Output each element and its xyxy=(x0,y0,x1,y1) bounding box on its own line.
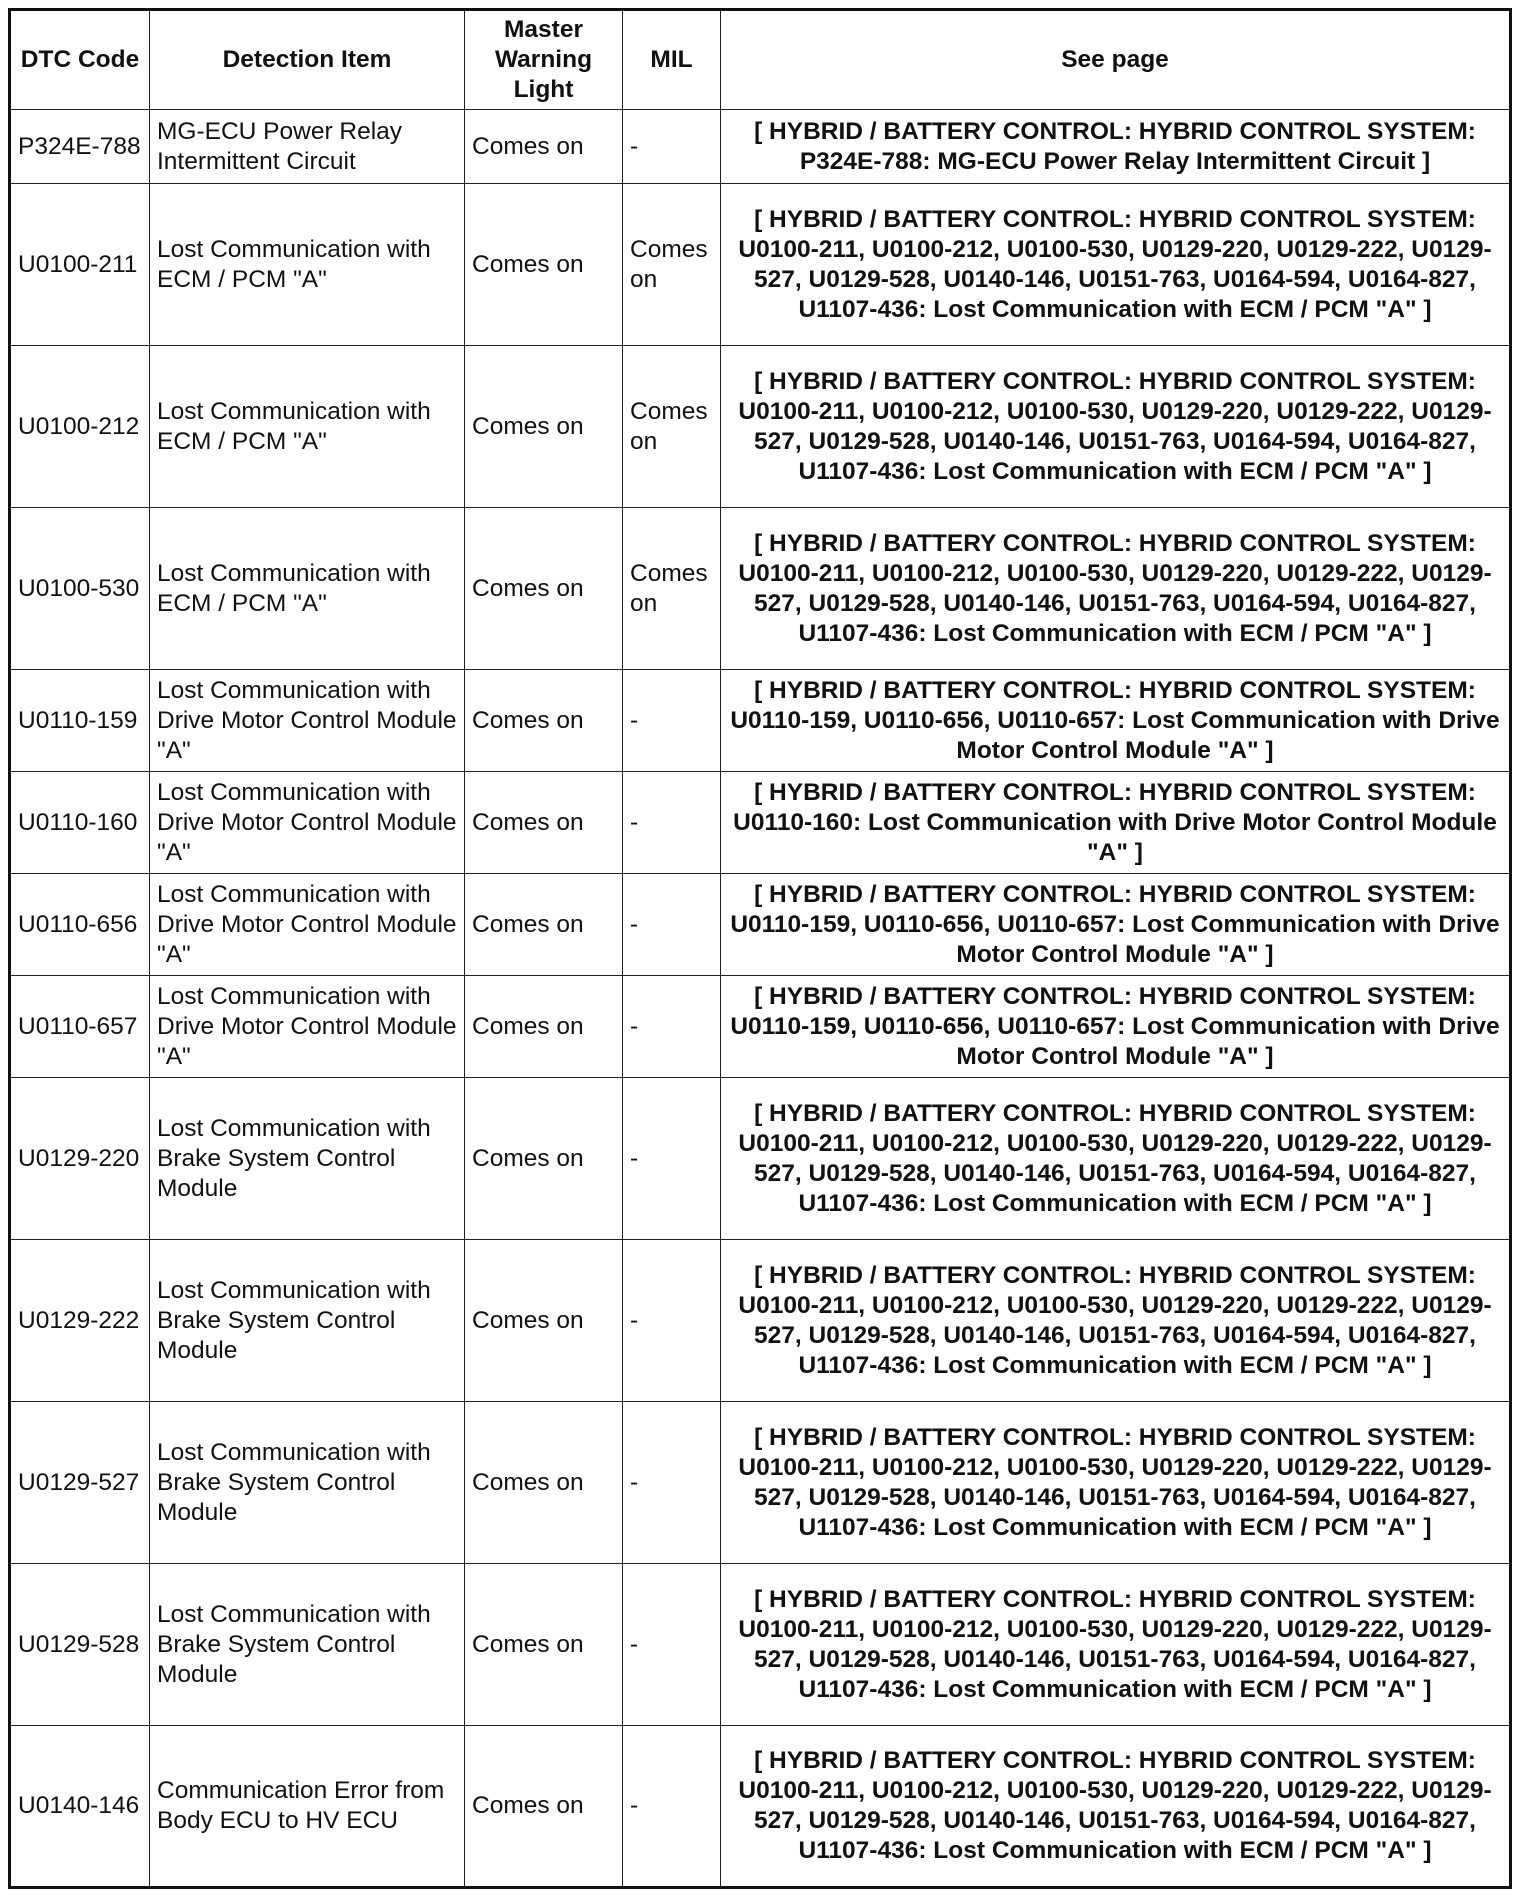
master-warning-light-cell: Comes on xyxy=(465,1726,623,1888)
dtc-code-cell: U0110-159 xyxy=(10,670,150,772)
mil-cell: - xyxy=(623,1726,721,1888)
dtc-code-cell: U0110-657 xyxy=(10,976,150,1078)
table-row xyxy=(10,772,1511,874)
mil-cell: - xyxy=(623,1564,721,1726)
see-page-cell: [ HYBRID / BATTERY CONTROL: HYBRID CONTROL SYSTEM: U0100-211, U0100-212, U0100-530, U0129-220, U0129-222, U0129-527, U0129-528, U0140-146, U0151-763, U0164-594, U0164-827, U1107-436: Lost Communication with ECM / PCM "A" ] xyxy=(721,346,1511,508)
table-row xyxy=(10,1402,1511,1564)
master-warning-light-cell: Comes on xyxy=(465,346,623,508)
see-page-cell: [ HYBRID / BATTERY CONTROL: HYBRID CONTROL SYSTEM: U0100-211, U0100-212, U0100-530, U0129-220, U0129-222, U0129-527, U0129-528, U0140-146, U0151-763, U0164-594, U0164-827, U1107-436: Lost Communication with ECM / PCM "A" ] xyxy=(721,1726,1511,1888)
mil-cell: Comes on xyxy=(623,508,721,670)
master-warning-light-cell: Comes on xyxy=(465,670,623,772)
table-row xyxy=(10,874,1511,976)
detection-item-cell: Communication Error from Body ECU to HV ECU xyxy=(150,1726,465,1888)
dtc-code-cell: U0100-212 xyxy=(10,346,150,508)
see-page-cell: [ HYBRID / BATTERY CONTROL: HYBRID CONTROL SYSTEM: P324E-788: MG-ECU Power Relay Intermittent Circuit ] xyxy=(721,110,1511,184)
table-row xyxy=(10,1240,1511,1402)
table-row xyxy=(10,670,1511,772)
dtc-code-cell: U0129-527 xyxy=(10,1402,150,1564)
see-page-cell: [ HYBRID / BATTERY CONTROL: HYBRID CONTROL SYSTEM: U0100-211, U0100-212, U0100-530, U0129-220, U0129-222, U0129-527, U0129-528, U0140-146, U0151-763, U0164-594, U0164-827, U1107-436: Lost Communication with ECM / PCM "A" ] xyxy=(721,1078,1511,1240)
mil-cell: Comes on xyxy=(623,346,721,508)
see-page-cell: [ HYBRID / BATTERY CONTROL: HYBRID CONTROL SYSTEM: U0100-211, U0100-212, U0100-530, U0129-220, U0129-222, U0129-527, U0129-528, U0140-146, U0151-763, U0164-594, U0164-827, U1107-436: Lost Communication with ECM / PCM "A" ] xyxy=(721,184,1511,346)
detection-item-cell: Lost Communication with ECM / PCM "A" xyxy=(150,184,465,346)
see-page-cell: [ HYBRID / BATTERY CONTROL: HYBRID CONTROL SYSTEM: U0100-211, U0100-212, U0100-530, U0129-220, U0129-222, U0129-527, U0129-528, U0140-146, U0151-763, U0164-594, U0164-827, U1107-436: Lost Communication with ECM / PCM "A" ] xyxy=(721,508,1511,670)
mil-cell: - xyxy=(623,670,721,772)
master-warning-light-cell: Comes on xyxy=(465,976,623,1078)
see-page-cell: [ HYBRID / BATTERY CONTROL: HYBRID CONTROL SYSTEM: U0110-159, U0110-656, U0110-657: Lost Communication with Drive Motor Control Module "A" ] xyxy=(721,874,1511,976)
dtc-code-cell: U0100-211 xyxy=(10,184,150,346)
master-warning-light-cell: Comes on xyxy=(465,1402,623,1564)
detection-item-cell: Lost Communication with Drive Motor Control Module "A" xyxy=(150,670,465,772)
detection-item-cell: Lost Communication with Drive Motor Control Module "A" xyxy=(150,772,465,874)
table-header-row xyxy=(10,10,1511,110)
dtc-code-cell: P324E-788 xyxy=(10,110,150,184)
mil-cell: Comes on xyxy=(623,184,721,346)
table-row xyxy=(10,508,1511,670)
master-warning-light-cell: Comes on xyxy=(465,110,623,184)
master-warning-light-cell: Comes on xyxy=(465,508,623,670)
dtc-code-cell: U0110-160 xyxy=(10,772,150,874)
header-mil: MIL xyxy=(623,10,721,110)
master-warning-light-cell: Comes on xyxy=(465,1240,623,1402)
table-row xyxy=(10,110,1511,184)
master-warning-light-cell: Comes on xyxy=(465,874,623,976)
detection-item-cell: Lost Communication with ECM / PCM "A" xyxy=(150,346,465,508)
master-warning-light-cell: Comes on xyxy=(465,772,623,874)
see-page-cell: [ HYBRID / BATTERY CONTROL: HYBRID CONTROL SYSTEM: U0110-159, U0110-656, U0110-657: Lost Communication with Drive Motor Control Module "A" ] xyxy=(721,976,1511,1078)
detection-item-cell: Lost Communication with Brake System Control Module xyxy=(150,1078,465,1240)
dtc-code-cell: U0129-220 xyxy=(10,1078,150,1240)
master-warning-light-cell: Comes on xyxy=(465,184,623,346)
detection-item-cell: Lost Communication with Drive Motor Control Module "A" xyxy=(150,976,465,1078)
table-row xyxy=(10,346,1511,508)
table-row xyxy=(10,1564,1511,1726)
see-page-cell: [ HYBRID / BATTERY CONTROL: HYBRID CONTROL SYSTEM: U0100-211, U0100-212, U0100-530, U0129-220, U0129-222, U0129-527, U0129-528, U0140-146, U0151-763, U0164-594, U0164-827, U1107-436: Lost Communication with ECM / PCM "A" ] xyxy=(721,1564,1511,1726)
table-row xyxy=(10,184,1511,346)
mil-cell: - xyxy=(623,976,721,1078)
dtc-code-cell: U0140-146 xyxy=(10,1726,150,1888)
detection-item-cell: MG-ECU Power Relay Intermittent Circuit xyxy=(150,110,465,184)
dtc-code-cell: U0110-656 xyxy=(10,874,150,976)
see-page-cell: [ HYBRID / BATTERY CONTROL: HYBRID CONTROL SYSTEM: U0100-211, U0100-212, U0100-530, U0129-220, U0129-222, U0129-527, U0129-528, U0140-146, U0151-763, U0164-594, U0164-827, U1107-436: Lost Communication with ECM / PCM "A" ] xyxy=(721,1240,1511,1402)
header-detection-item: Detection Item xyxy=(150,10,465,110)
dtc-code-cell: U0129-528 xyxy=(10,1564,150,1726)
mil-cell: - xyxy=(623,1402,721,1564)
detection-item-cell: Lost Communication with Brake System Control Module xyxy=(150,1564,465,1726)
mil-cell: - xyxy=(623,110,721,184)
master-warning-light-cell: Comes on xyxy=(465,1564,623,1726)
detection-item-cell: Lost Communication with Brake System Control Module xyxy=(150,1240,465,1402)
header-see-page: See page xyxy=(721,10,1511,110)
header-master-warning-light: Master Warning Light xyxy=(465,10,623,110)
mil-cell: - xyxy=(623,1240,721,1402)
see-page-cell: [ HYBRID / BATTERY CONTROL: HYBRID CONTROL SYSTEM: U0100-211, U0100-212, U0100-530, U0129-220, U0129-222, U0129-527, U0129-528, U0140-146, U0151-763, U0164-594, U0164-827, U1107-436: Lost Communication with ECM / PCM "A" ] xyxy=(721,1402,1511,1564)
mil-cell: - xyxy=(623,874,721,976)
dtc-code-cell: U0129-222 xyxy=(10,1240,150,1402)
table-row xyxy=(10,976,1511,1078)
detection-item-cell: Lost Communication with Drive Motor Control Module "A" xyxy=(150,874,465,976)
detection-item-cell: Lost Communication with Brake System Control Module xyxy=(150,1402,465,1564)
detection-item-cell: Lost Communication with ECM / PCM "A" xyxy=(150,508,465,670)
mil-cell: - xyxy=(623,772,721,874)
dtc-table xyxy=(8,8,1512,1889)
table-body xyxy=(10,110,1511,1888)
table-row xyxy=(10,1078,1511,1240)
dtc-code-cell: U0100-530 xyxy=(10,508,150,670)
see-page-cell: [ HYBRID / BATTERY CONTROL: HYBRID CONTROL SYSTEM: U0110-159, U0110-656, U0110-657: Lost Communication with Drive Motor Control Module "A" ] xyxy=(721,670,1511,772)
mil-cell: - xyxy=(623,1078,721,1240)
see-page-cell: [ HYBRID / BATTERY CONTROL: HYBRID CONTROL SYSTEM: U0110-160: Lost Communication with Drive Motor Control Module "A" ] xyxy=(721,772,1511,874)
table-row xyxy=(10,1726,1511,1888)
header-dtc-code: DTC Code xyxy=(10,10,150,110)
master-warning-light-cell: Comes on xyxy=(465,1078,623,1240)
